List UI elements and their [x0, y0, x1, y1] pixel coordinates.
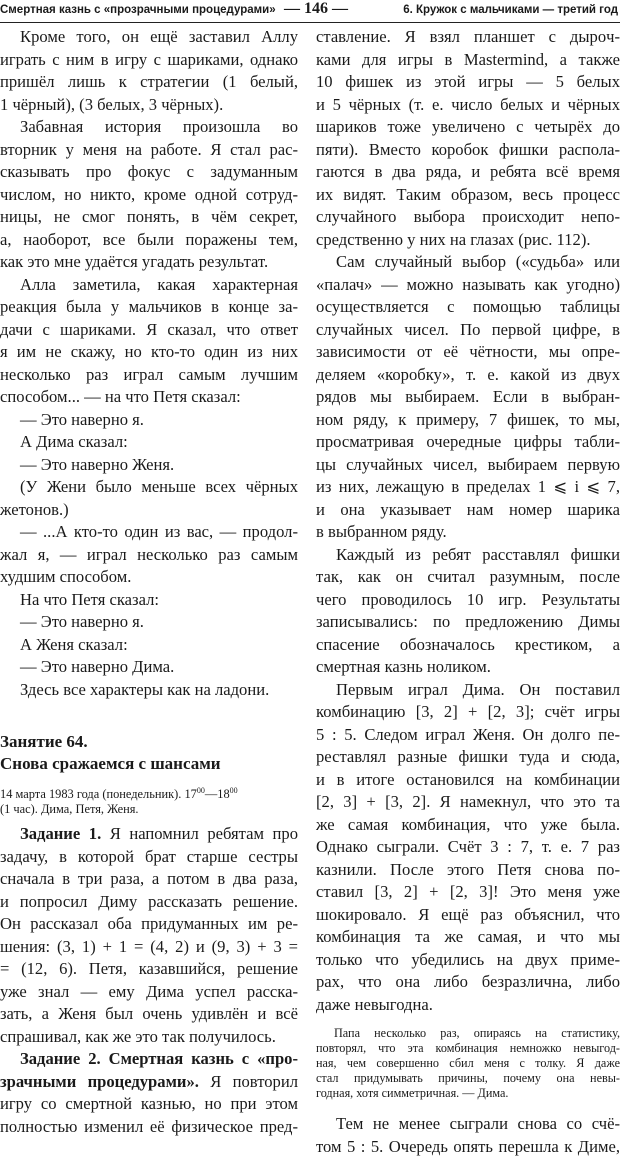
text-line: ками для игры в Mastermind, а также	[316, 49, 620, 72]
text-line: и попросил Диму рассказать решение.	[0, 891, 298, 914]
text-line: — Это наверно Дима.	[0, 656, 298, 679]
note-line: Папа несколько раз, опираясь на статистику,	[316, 1026, 620, 1041]
text-line: Алла заметила, какая характерная	[0, 274, 298, 297]
text-line: Первым играл Дима. Он поставил	[316, 679, 620, 702]
lesson-date	[0, 783, 298, 817]
lesson-number: Занятие 64.	[0, 731, 298, 753]
paragraph	[316, 251, 620, 544]
text-line: пяти). Вместо коробок фишки распола-	[316, 139, 620, 162]
footnote-quote	[316, 1026, 620, 1101]
text-line: Однако сыграли. Счёт 3 : 7, т. е. 7 раз	[316, 836, 620, 859]
left-column	[0, 26, 298, 1138]
text-line: 5 : 5. Следом играл Женя. Он долго пе-	[316, 724, 620, 747]
text-line: осуществляется с помощью таблицы	[316, 296, 620, 319]
text-line: ставил [3, 2] + [2, 3]! Это меня уже	[316, 881, 620, 904]
text-line: и 5 чёрных (т. е. число белых и чёрных	[316, 94, 620, 117]
paragraph	[0, 116, 298, 274]
text-line: их видят. Таким образом, весь процесс	[316, 184, 620, 207]
text-line: казнили. После этого Петя снова по-	[316, 859, 620, 882]
text-line: смертная казнь ноликом.	[316, 656, 620, 679]
text-line: реставлял разные фишки туда и сюда,	[316, 746, 620, 769]
text-line: сначала в три раза, а потом в два раза,	[0, 868, 298, 891]
note-line: стал придумывать причины, почему она невы-	[316, 1071, 620, 1086]
text-line: Я напомнил ребятам про	[101, 824, 298, 843]
text-line: Забавная история произошла во	[0, 116, 298, 139]
text-line: даже невыгодна.	[316, 994, 620, 1017]
text-line: рах, что она либо безразлична, либо	[316, 971, 620, 994]
lesson-title: Снова сражаемся с шансами	[0, 753, 298, 775]
text-line: сказывать про фокус с задуманным	[0, 161, 298, 184]
date-text: 14 марта 1983 года (понедельник). 17	[0, 787, 197, 801]
text-line: я им не скажу, но кто-то один из них	[0, 341, 298, 364]
text-line: игру со смертной казнью, но при этом	[0, 1093, 298, 1116]
right-column	[316, 26, 620, 1158]
text-line: полностью изменил её физическое пред-	[0, 1116, 298, 1139]
task-label: Задание 1.	[20, 824, 101, 843]
text-line: записывались: по предложению Димы	[316, 611, 620, 634]
text-line: ницы, не смог понять, в чём секрет,	[0, 206, 298, 229]
text-line: зависимости от её чётности, мы опре-	[316, 341, 620, 364]
header-chapter-title: 6. Кружок с мальчиками — третий год	[403, 0, 618, 20]
task-1	[0, 823, 298, 1048]
text-line: Здесь все характеры как на ладони.	[0, 679, 298, 702]
time-sup: 00	[197, 786, 205, 795]
note-line: годная, хотя симметричная. — Дима.	[316, 1086, 620, 1101]
page-number: — 146 —	[284, 0, 348, 19]
text-line: играть с ним в игру с шариками, однако	[0, 49, 298, 72]
text-line: А Женя сказал:	[0, 634, 298, 657]
text-line: — Это наверно я.	[0, 611, 298, 634]
text-line: как это мне удаётся угадать результат.	[0, 251, 298, 274]
text-line: а, наоборот, все были поражены тем,	[0, 229, 298, 252]
text-line: ставление. Я взял планшет с дырoч-	[316, 26, 620, 49]
task-label: Задание 2. Смертная казнь с «про-	[0, 1048, 298, 1071]
paragraph	[316, 679, 620, 1017]
text-line: ном ряду, к примеру, 7 фишек, то мы,	[316, 409, 620, 432]
paragraph	[316, 26, 620, 251]
text-line: 10 фишек из этой игры — 5 белых	[316, 71, 620, 94]
text-line: комбинацию [3, 2] + [2, 3]; счёт игры	[316, 701, 620, 724]
text-line: цы случайных чисел, выбираем первую	[316, 454, 620, 477]
text-line: шения: (3, 1) + 1 = (4, 2) и (9, 3) + 3 =	[0, 936, 298, 959]
text-line: гаются в два ряда, и ребята всё время	[316, 161, 620, 184]
header-left-title: Смертная казнь с «прозрачными процедурами»	[0, 0, 276, 20]
text-line: несколько раз играл самым лучшим	[0, 364, 298, 387]
text-line: Он рассказал оба придуманных им ре-	[0, 913, 298, 936]
text-line: вторник у меня на работе. Я стал рас-	[0, 139, 298, 162]
text-line: же самая комбинация, что уже была.	[316, 814, 620, 837]
text-line: шокировало. Я ещё раз объяснил, что	[316, 904, 620, 927]
text-line: Каждый из ребят расставлял фишки	[316, 544, 620, 567]
running-header	[0, 0, 620, 23]
text-line: шариков тоже увеличено с четырёх до	[316, 116, 620, 139]
text-line: деляем «коробку», т. е. какой из двух	[316, 364, 620, 387]
text-line: (У Жени было меньше всех чёрных	[0, 476, 298, 499]
text-line: жал я, — играл несколько раз самым	[0, 544, 298, 567]
text-line: А Дима сказал:	[0, 431, 298, 454]
text-line: спасение обозначалось крестиком, а	[316, 634, 620, 657]
time-sup: 00	[230, 786, 238, 795]
text-line: «палач» — можно называть как угодно)	[316, 274, 620, 297]
note-line: повторял, что эта комбинация немножко невыгод-	[316, 1041, 620, 1056]
text-line: Тем не менее сыграли снова со счё-	[316, 1113, 620, 1136]
text-line: только что убедились на двух приме-	[316, 949, 620, 972]
text-line: так, как он считал разумным, после	[316, 566, 620, 589]
paragraph	[316, 1113, 620, 1158]
text-line: — ...А кто-то один из вас, — продол-	[0, 521, 298, 544]
date-participants: (1 час). Дима, Петя, Женя.	[0, 802, 298, 817]
text-line: спрашивал, как же это так получилось.	[0, 1026, 298, 1049]
text-line: задачу, в которой брат старше сестры	[0, 846, 298, 869]
paragraph	[0, 274, 298, 409]
text-line: просматривая очередные цифры табли-	[316, 431, 620, 454]
text-line: — Это наверно я.	[0, 409, 298, 432]
paragraph	[0, 26, 298, 116]
text-line: На что Петя сказал:	[0, 589, 298, 612]
text-line: рядов мы выбираем. Если в выбран-	[316, 386, 620, 409]
text-line: пришёл лишь к стратегии (1 белый,	[0, 71, 298, 94]
text-line: дачи с шариками. Я сказал, что ответ	[0, 319, 298, 342]
text-line: [2, 3] + [3, 2]. Я намекнул, что это та	[316, 791, 620, 814]
text-line: = (12, 6). Петя, казавшийся, решение	[0, 958, 298, 981]
task-2	[0, 1048, 298, 1138]
text-line: зать, а Женя был очень удивлён и всё	[0, 1003, 298, 1026]
lesson-heading	[0, 731, 298, 775]
text-line: худшим способом.	[0, 566, 298, 589]
text-line: случайного выбора происходит непо-	[316, 206, 620, 229]
text-line: уже знал — ему Дима успел расска-	[0, 981, 298, 1004]
text-line: чего проводилось 10 игр. Результаты	[316, 589, 620, 612]
text-line: том 5 : 5. Очередь опять перешла к Диме,	[316, 1136, 620, 1158]
paragraph	[316, 544, 620, 679]
date-dash: —18	[205, 787, 230, 801]
text-line: жетонов.)	[0, 499, 298, 522]
text-line: Я повторил	[199, 1072, 298, 1091]
text-line: реакция была у мальчиков в конце за-	[0, 296, 298, 319]
spacer	[0, 701, 298, 731]
note-line: ная, чем совершенно сбил меня с толку. Я даже	[316, 1056, 620, 1071]
dialogue	[0, 409, 298, 702]
text-line: комбинация та же самая, и что мы	[316, 926, 620, 949]
text-line: Кроме того, он ещё заставил Аллу	[0, 26, 298, 49]
text-line: средственно у них на глазах (рис. 112).	[316, 229, 620, 252]
text-line: способом... — на что Петя сказал:	[0, 386, 298, 409]
text-line: в выбранном ряду.	[316, 521, 620, 544]
text-line: из них, лежащую в пределах 1 ⩽ i ⩽ 7,	[316, 476, 620, 499]
text-line: и она указывает нам номер шарика	[316, 499, 620, 522]
text-line: и в итоге остановился на комбинации	[316, 769, 620, 792]
text-line: 1 чёрный), (3 белых, 3 чёрных).	[0, 94, 298, 117]
text-line: — Это наверно Женя.	[0, 454, 298, 477]
text-line: числом, но никто, кроме одной сотруд-	[0, 184, 298, 207]
task-label-cont: зрачными процедурами».	[0, 1072, 199, 1091]
text-line: Сам случайный выбор («судьба» или	[316, 251, 620, 274]
text-line: случайных чисел. По первой цифре, в	[316, 319, 620, 342]
